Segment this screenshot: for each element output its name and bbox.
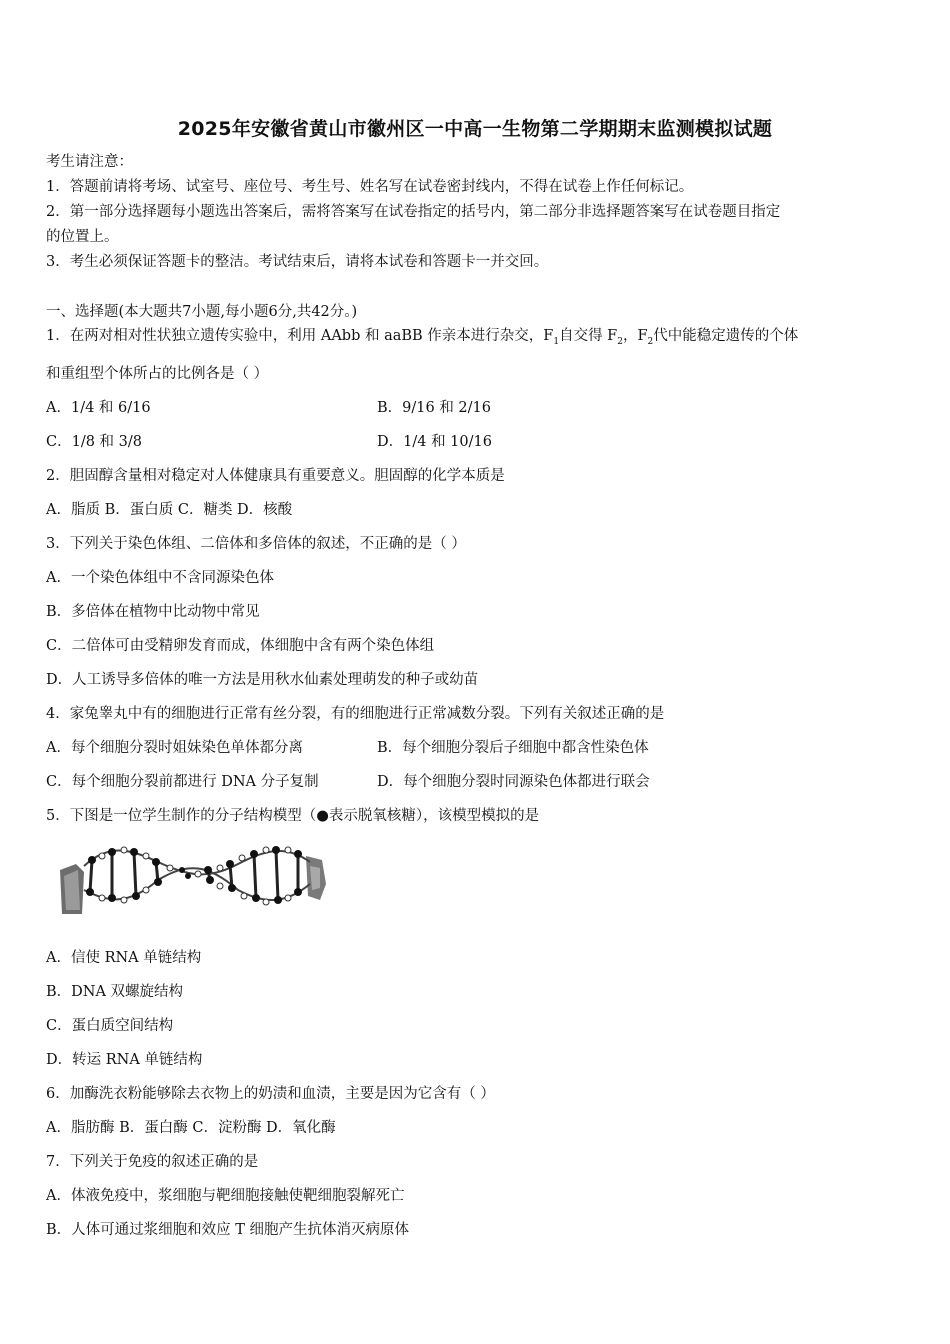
q3-option-c[interactable]: C．二倍体可由受精卵发育而成，体细胞中含有两个染色体组 xyxy=(46,638,435,654)
q5-option-a[interactable]: A．信使 RNA 单链结构 xyxy=(46,950,202,966)
notice-item-3: 3．考生必须保证答题卡的整洁。考试结束后，请将本试卷和答题卡一并交回。 xyxy=(46,254,549,270)
q5-stem: 5．下图是一位学生制作的分子结构模型（●表示脱氧核糖），该模型模拟的是 xyxy=(46,808,540,824)
dna-model-figure xyxy=(58,840,328,916)
q4-option-c[interactable]: C．每个细胞分裂前都进行 DNA 分子复制 xyxy=(46,774,319,790)
q7-option-b[interactable]: B．人体可通过浆细胞和效应 T 细胞产生抗体消灭病原体 xyxy=(46,1222,410,1238)
notice-heading: 考生请注意： xyxy=(46,154,133,170)
q5-option-b[interactable]: B．DNA 双螺旋结构 xyxy=(46,984,184,1000)
q5-option-d[interactable]: D．转运 RNA 单链结构 xyxy=(46,1052,203,1068)
q4-option-b[interactable]: B．每个细胞分裂后子细胞中都含性染色体 xyxy=(377,740,649,756)
q1-option-b[interactable]: B．9/16 和 2/16 xyxy=(377,400,491,416)
notice-item-2-cont: 的位置上。 xyxy=(46,229,119,245)
q1-option-c[interactable]: C．1/8 和 3/8 xyxy=(46,434,142,450)
q3-option-d[interactable]: D．人工诱导多倍体的唯一方法是用秋水仙素处理萌发的种子或幼苗 xyxy=(46,672,479,688)
q4-option-a[interactable]: A．每个细胞分裂时姐妹染色单体都分离 xyxy=(46,740,303,756)
q1-sub-2: 2 xyxy=(617,336,623,347)
page-title: 2025年安徽省黄山市徽州区一中高一生物第二学期期末监测模拟试题 xyxy=(177,118,773,140)
notice-item-1: 1．答题前请将考场、试室号、座位号、考生号、姓名写在试卷密封线内，不得在试卷上作任何标记。 xyxy=(46,179,694,195)
q1-stem-part-a: 在两对相对性状独立遗传实验中，利用 AAbb 和 aaBB 作亲本进行杂交，F xyxy=(69,328,554,344)
q2-stem: 2．胆固醇含量相对稳定对人体健康具有重要意义。胆固醇的化学本质是 xyxy=(46,468,505,484)
section-heading: 一、选择题(本大题共7小题,每小题6分,共42分。) xyxy=(46,304,358,320)
q4-option-d[interactable]: D．每个细胞分裂时同源染色体都进行联会 xyxy=(377,774,650,790)
q1-stem-line2: 和重组型个体所占的比例各是（ ） xyxy=(46,366,269,382)
q1-stem-line1 xyxy=(46,326,798,352)
q6-stem: 6．加酶洗衣粉能够除去衣物上的奶渍和血渍，主要是因为它含有（ ） xyxy=(46,1086,495,1102)
q1-stem-part-d: 代中能稳定遗传的个体 xyxy=(653,328,799,344)
q1-option-a[interactable]: A．1/4 和 6/16 xyxy=(46,400,151,416)
q1-number: 1． xyxy=(46,328,70,344)
q1-sub-1: 1 xyxy=(553,336,560,347)
q1-stem-part-c: ，F xyxy=(622,328,648,344)
q1-stem-part-b: 自交得 F xyxy=(559,328,618,344)
q3-option-b[interactable]: B．多倍体在植物中比动物中常见 xyxy=(46,604,260,620)
q2-options[interactable]: A．脂质 B．蛋白质 C．糖类 D．核酸 xyxy=(46,502,293,518)
q3-option-a[interactable]: A．一个染色体组中不含同源染色体 xyxy=(46,570,274,586)
q1-option-d[interactable]: D．1/4 和 10/16 xyxy=(377,434,492,450)
q7-option-a[interactable]: A．体液免疫中，浆细胞与靶细胞接触使靶细胞裂解死亡 xyxy=(46,1188,405,1204)
q1-sub-3: 2 xyxy=(647,336,654,347)
q7-stem: 7．下列关于免疫的叙述正确的是 xyxy=(46,1154,259,1170)
q6-options[interactable]: A．脂肪酶 B．蛋白酶 C．淀粉酶 D．氧化酶 xyxy=(46,1120,336,1136)
notice-item-2: 2．第一部分选择题每小题选出答案后，需将答案写在试卷指定的括号内，第二部分非选择题答案写在试卷题目指定 xyxy=(46,204,781,220)
q5-option-c[interactable]: C．蛋白质空间结构 xyxy=(46,1018,174,1034)
q4-stem: 4．家兔睾丸中有的细胞进行正常有丝分裂，有的细胞进行正常减数分裂。下列有关叙述正确的是 xyxy=(46,706,665,722)
q3-stem: 3．下列关于染色体组、二倍体和多倍体的叙述，不正确的是（ ） xyxy=(46,536,466,552)
